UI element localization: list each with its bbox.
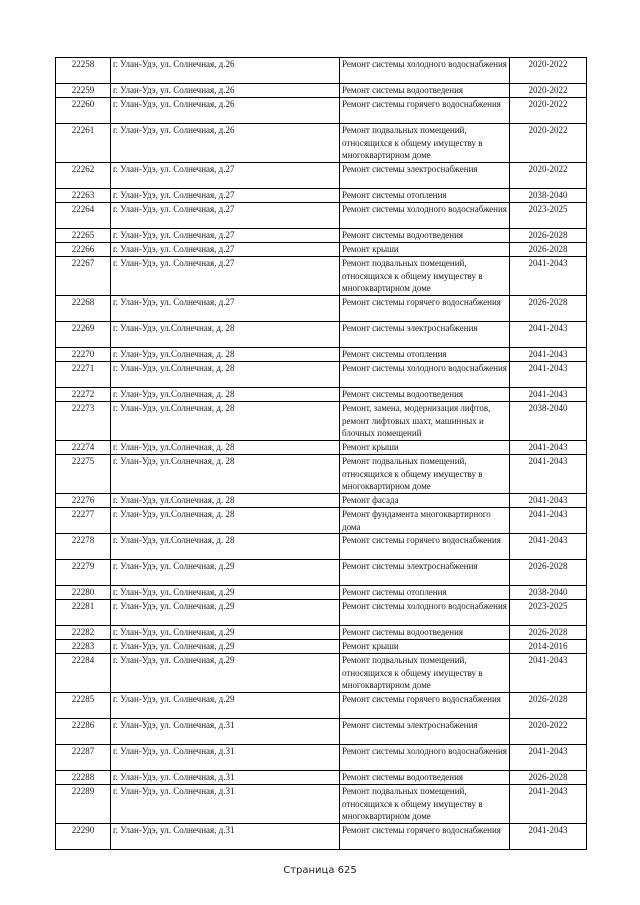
- row-number-cell: 22259: [56, 84, 111, 98]
- work-type-cell: Ремонт системы холодного водоснабжения: [340, 203, 510, 229]
- period-cell: 2020-2022: [510, 98, 587, 124]
- address-cell: г. Улан-Удэ, ул. Солнечная, д.26: [111, 84, 340, 98]
- period-cell: 2041-2043: [510, 534, 587, 560]
- work-type-cell: Ремонт фасада: [340, 494, 510, 508]
- row-number-cell: 22285: [56, 693, 111, 719]
- row-number-cell: 22287: [56, 745, 111, 771]
- period-cell: 2026-2028: [510, 771, 587, 785]
- table-row: [56, 771, 587, 785]
- work-type-cell: Ремонт системы горячего водоснабжения: [340, 693, 510, 719]
- table-row: [56, 296, 587, 322]
- period-cell: 2020-2022: [510, 719, 587, 745]
- work-type-cell: Ремонт системы электроснабжения: [340, 560, 510, 586]
- row-number-cell: 22280: [56, 586, 111, 600]
- row-number-cell: 22265: [56, 229, 111, 243]
- repair-schedule-table: [55, 57, 587, 850]
- period-cell: 2041-2043: [510, 785, 587, 824]
- period-cell: 2041-2043: [510, 745, 587, 771]
- page-number: Страница 625: [283, 865, 357, 876]
- table-row: [56, 388, 587, 402]
- work-type-cell: Ремонт системы водоотведения: [340, 771, 510, 785]
- period-cell: 2020-2022: [510, 84, 587, 98]
- address-cell: г. Улан-Удэ, ул.Солнечная, д. 28: [111, 402, 340, 441]
- table-row: [56, 560, 587, 586]
- work-type-cell: Ремонт подвальных помещений, относящихся к общему имуществу в многоквартирном доме: [340, 124, 510, 163]
- address-cell: г. Улан-Удэ, ул. Солнечная, д.29: [111, 600, 340, 626]
- work-type-cell: Ремонт системы электроснабжения: [340, 719, 510, 745]
- period-cell: 2041-2043: [510, 257, 587, 296]
- table-row: [56, 189, 587, 203]
- address-cell: г. Улан-Удэ, ул. Солнечная, д.31: [111, 745, 340, 771]
- row-number-cell: 22262: [56, 163, 111, 189]
- table-row: [56, 600, 587, 626]
- table-row: [56, 640, 587, 654]
- table-row: [56, 362, 587, 388]
- work-type-cell: Ремонт, замена, модернизация лифтов, ремонт лифтовых шахт, машинных и блочных помещений: [340, 402, 510, 441]
- work-type-cell: Ремонт системы отопления: [340, 348, 510, 362]
- work-type-cell: Ремонт системы водоотведения: [340, 84, 510, 98]
- address-cell: г. Улан-Удэ, ул.Солнечная, д. 28: [111, 455, 340, 494]
- row-number-cell: 22282: [56, 626, 111, 640]
- table-row: [56, 257, 587, 296]
- work-type-cell: Ремонт системы горячего водоснабжения: [340, 98, 510, 124]
- table-row: [56, 626, 587, 640]
- period-cell: 2041-2043: [510, 388, 587, 402]
- address-cell: г. Улан-Удэ, ул. Солнечная, д.27: [111, 257, 340, 296]
- row-number-cell: 22274: [56, 441, 111, 455]
- work-type-cell: Ремонт системы электроснабжения: [340, 163, 510, 189]
- period-cell: 2014-2016: [510, 640, 587, 654]
- period-cell: 2041-2043: [510, 654, 587, 693]
- row-number-cell: 22281: [56, 600, 111, 626]
- table-row: [56, 494, 587, 508]
- work-type-cell: Ремонт крыши: [340, 243, 510, 257]
- table-row: [56, 654, 587, 693]
- row-number-cell: 22279: [56, 560, 111, 586]
- work-type-cell: Ремонт системы горячего водоснабжения: [340, 534, 510, 560]
- table-row: [56, 745, 587, 771]
- table-row: [56, 719, 587, 745]
- row-number-cell: 22263: [56, 189, 111, 203]
- period-cell: 2026-2028: [510, 693, 587, 719]
- address-cell: г. Улан-Удэ, ул. Солнечная, д.27: [111, 229, 340, 243]
- row-number-cell: 22278: [56, 534, 111, 560]
- row-number-cell: 22260: [56, 98, 111, 124]
- row-number-cell: 22276: [56, 494, 111, 508]
- table-row: [56, 322, 587, 348]
- row-number-cell: 22268: [56, 296, 111, 322]
- table-row: [56, 203, 587, 229]
- period-cell: 2041-2043: [510, 362, 587, 388]
- address-cell: г. Улан-Удэ, ул. Солнечная, д.31: [111, 771, 340, 785]
- work-type-cell: Ремонт подвальных помещений, относящихся к общему имуществу в многоквартирном доме: [340, 257, 510, 296]
- work-type-cell: Ремонт системы холодного водоснабжения: [340, 745, 510, 771]
- period-cell: 2026-2028: [510, 243, 587, 257]
- work-type-cell: Ремонт подвальных помещений, относящихся к общему имуществу в многоквартирном доме: [340, 455, 510, 494]
- period-cell: 2026-2028: [510, 229, 587, 243]
- period-cell: 2041-2043: [510, 455, 587, 494]
- period-cell: 2038-2040: [510, 402, 587, 441]
- work-type-cell: Ремонт системы горячего водоснабжения: [340, 824, 510, 850]
- period-cell: 2041-2043: [510, 508, 587, 534]
- table-row: [56, 586, 587, 600]
- address-cell: г. Улан-Удэ, ул. Солнечная, д.29: [111, 560, 340, 586]
- address-cell: г. Улан-Удэ, ул.Солнечная, д. 28: [111, 348, 340, 362]
- address-cell: г. Улан-Удэ, ул. Солнечная, д.27: [111, 189, 340, 203]
- work-type-cell: Ремонт системы горячего водоснабжения: [340, 296, 510, 322]
- address-cell: г. Улан-Удэ, ул. Солнечная, д.29: [111, 640, 340, 654]
- row-number-cell: 22267: [56, 257, 111, 296]
- address-cell: г. Улан-Удэ, ул.Солнечная, д. 28: [111, 441, 340, 455]
- work-type-cell: Ремонт системы водоотведения: [340, 626, 510, 640]
- table-row: [56, 229, 587, 243]
- period-cell: 2038-2040: [510, 586, 587, 600]
- address-cell: г. Улан-Удэ, ул.Солнечная, д. 28: [111, 362, 340, 388]
- row-number-cell: 22271: [56, 362, 111, 388]
- address-cell: г. Улан-Удэ, ул. Солнечная, д.27: [111, 243, 340, 257]
- row-number-cell: 22258: [56, 58, 111, 84]
- period-cell: 2026-2028: [510, 560, 587, 586]
- row-number-cell: 22290: [56, 824, 111, 850]
- period-cell: 2020-2022: [510, 124, 587, 163]
- table-row: [56, 508, 587, 534]
- row-number-cell: 22284: [56, 654, 111, 693]
- address-cell: г. Улан-Удэ, ул.Солнечная, д. 28: [111, 322, 340, 348]
- table-row: [56, 58, 587, 84]
- period-cell: 2038-2040: [510, 189, 587, 203]
- work-type-cell: Ремонт системы отопления: [340, 586, 510, 600]
- work-type-cell: Ремонт системы отопления: [340, 189, 510, 203]
- address-cell: г. Улан-Удэ, ул. Солнечная, д.31: [111, 719, 340, 745]
- work-type-cell: Ремонт крыши: [340, 441, 510, 455]
- row-number-cell: 22277: [56, 508, 111, 534]
- table-row: [56, 785, 587, 824]
- work-type-cell: Ремонт крыши: [340, 640, 510, 654]
- address-cell: г. Улан-Удэ, ул.Солнечная, д. 28: [111, 494, 340, 508]
- period-cell: 2026-2028: [510, 626, 587, 640]
- work-type-cell: Ремонт фундамента многоквартирного дома: [340, 508, 510, 534]
- address-cell: г. Улан-Удэ, ул. Солнечная, д.27: [111, 203, 340, 229]
- address-cell: г. Улан-Удэ, ул. Солнечная, д.26: [111, 124, 340, 163]
- address-cell: г. Улан-Удэ, ул.Солнечная, д. 28: [111, 508, 340, 534]
- period-cell: 2023-2025: [510, 203, 587, 229]
- address-cell: г. Улан-Удэ, ул. Солнечная, д.27: [111, 296, 340, 322]
- period-cell: 2041-2043: [510, 441, 587, 455]
- address-cell: г. Улан-Удэ, ул. Солнечная, д.26: [111, 98, 340, 124]
- table-row: [56, 98, 587, 124]
- work-type-cell: Ремонт подвальных помещений, относящихся к общему имуществу в многоквартирном доме: [340, 654, 510, 693]
- address-cell: г. Улан-Удэ, ул. Солнечная, д.31: [111, 785, 340, 824]
- work-type-cell: Ремонт системы холодного водоснабжения: [340, 362, 510, 388]
- address-cell: г. Улан-Удэ, ул. Солнечная, д.27: [111, 163, 340, 189]
- row-number-cell: 22264: [56, 203, 111, 229]
- table-row: [56, 441, 587, 455]
- address-cell: г. Улан-Удэ, ул.Солнечная, д. 28: [111, 534, 340, 560]
- address-cell: г. Улан-Удэ, ул. Солнечная, д.26: [111, 58, 340, 84]
- period-cell: 2041-2043: [510, 494, 587, 508]
- period-cell: 2041-2043: [510, 322, 587, 348]
- period-cell: 2026-2028: [510, 296, 587, 322]
- work-type-cell: Ремонт системы холодного водоснабжения: [340, 58, 510, 84]
- address-cell: г. Улан-Удэ, ул.Солнечная, д. 28: [111, 388, 340, 402]
- row-number-cell: 22273: [56, 402, 111, 441]
- period-cell: 2020-2022: [510, 58, 587, 84]
- table-row: [56, 455, 587, 494]
- work-type-cell: Ремонт системы водоотведения: [340, 229, 510, 243]
- row-number-cell: 22286: [56, 719, 111, 745]
- row-number-cell: 22283: [56, 640, 111, 654]
- table-row: [56, 693, 587, 719]
- period-cell: 2041-2043: [510, 824, 587, 850]
- work-type-cell: Ремонт системы электроснабжения: [340, 322, 510, 348]
- row-number-cell: 22261: [56, 124, 111, 163]
- period-cell: 2020-2022: [510, 163, 587, 189]
- table-row: [56, 824, 587, 850]
- row-number-cell: 22275: [56, 455, 111, 494]
- address-cell: г. Улан-Удэ, ул. Солнечная, д.31: [111, 824, 340, 850]
- address-cell: г. Улан-Удэ, ул. Солнечная, д.29: [111, 586, 340, 600]
- period-cell: 2023-2025: [510, 600, 587, 626]
- row-number-cell: 22289: [56, 785, 111, 824]
- work-type-cell: Ремонт системы холодного водоснабжения: [340, 600, 510, 626]
- work-type-cell: Ремонт системы водоотведения: [340, 388, 510, 402]
- row-number-cell: 22288: [56, 771, 111, 785]
- table-row: [56, 534, 587, 560]
- address-cell: г. Улан-Удэ, ул. Солнечная, д.29: [111, 654, 340, 693]
- row-number-cell: 22270: [56, 348, 111, 362]
- address-cell: г. Улан-Удэ, ул. Солнечная, д.29: [111, 693, 340, 719]
- table-row: [56, 124, 587, 163]
- table-body: [56, 58, 587, 850]
- table-row: [56, 84, 587, 98]
- row-number-cell: 22266: [56, 243, 111, 257]
- period-cell: 2041-2043: [510, 348, 587, 362]
- table-row: [56, 402, 587, 441]
- table-row: [56, 163, 587, 189]
- table-row: [56, 243, 587, 257]
- address-cell: г. Улан-Удэ, ул. Солнечная, д.29: [111, 626, 340, 640]
- row-number-cell: 22272: [56, 388, 111, 402]
- row-number-cell: 22269: [56, 322, 111, 348]
- table-row: [56, 348, 587, 362]
- work-type-cell: Ремонт подвальных помещений, относящихся к общему имуществу в многоквартирном доме: [340, 785, 510, 824]
